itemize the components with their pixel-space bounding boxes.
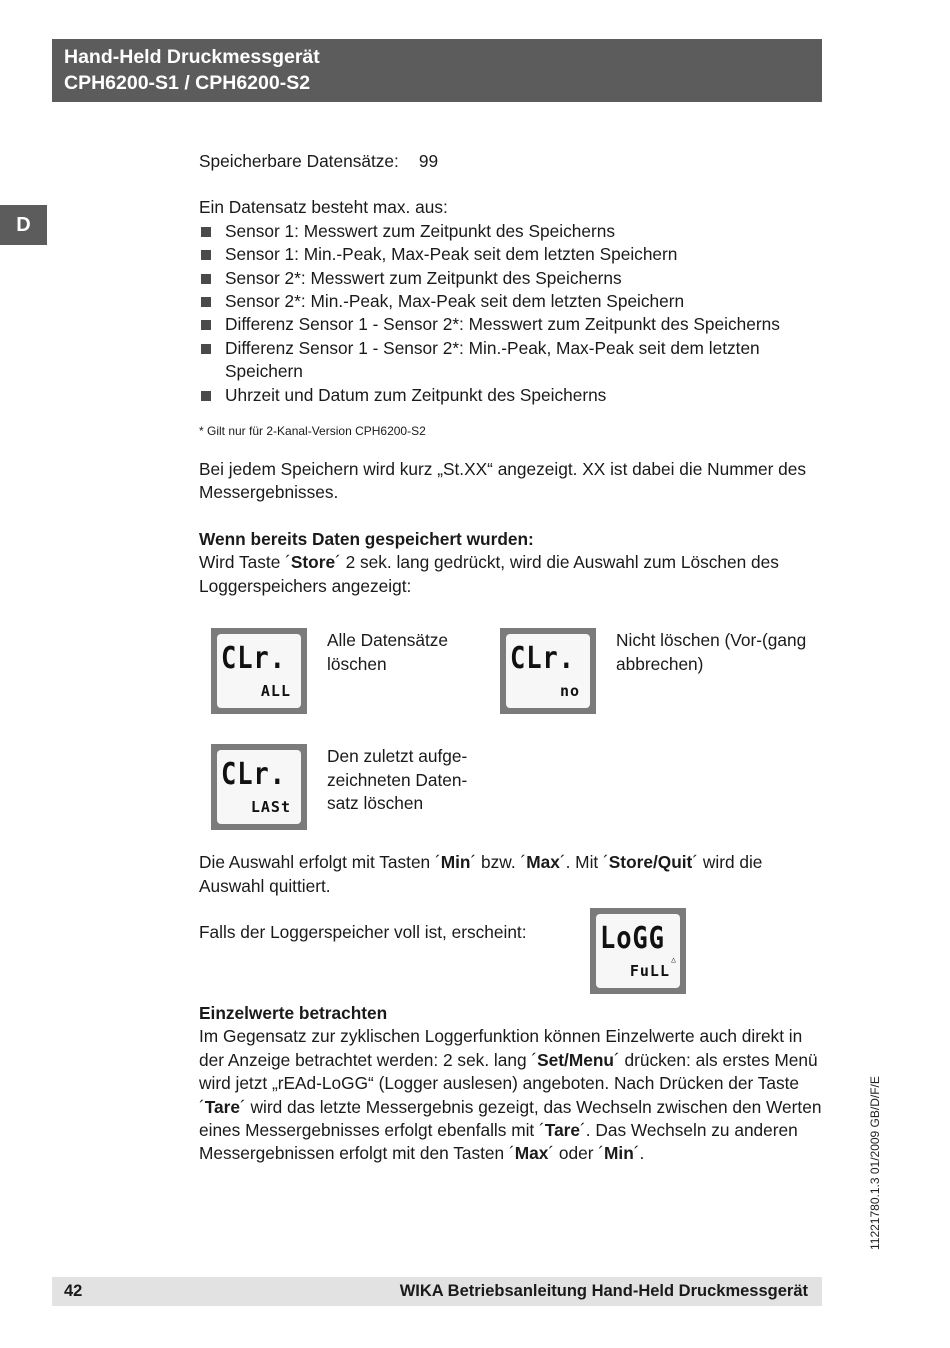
min-key: Min xyxy=(440,852,471,873)
logger-full-text: Falls der Loggerspeicher voll ist, erscheint: xyxy=(199,921,527,942)
page-header xyxy=(52,39,822,102)
storage-value: 99 xyxy=(418,151,439,171)
main-content xyxy=(199,150,829,1166)
header-model: CPH6200-S1 / CPH6200-S2 xyxy=(64,72,311,94)
tare-key: Tare xyxy=(204,1096,240,1117)
page-number: 42 xyxy=(64,1282,83,1300)
warning-icon: △ xyxy=(671,954,676,964)
list-item: Sensor 2*: Min.-Peak, Max-Peak seit dem letzten Speichern xyxy=(199,290,829,313)
lcd-display-clr-no xyxy=(500,628,596,714)
store-quit-key: Store/Quit xyxy=(608,852,693,873)
lcd-display-logg-full xyxy=(590,908,686,994)
min-key: Min xyxy=(604,1143,634,1164)
already-saved-text: Wird Taste ´Store´ 2 sek. lang gedrückt, wird die Auswahl zum Löschen des Loggerspeichers angezeigt: xyxy=(199,552,779,596)
page-footer xyxy=(52,1277,822,1306)
selection-paragraph: Die Auswahl erfolgt mit Tasten ´Min´ bzw. ´Max´. Mit ´Store/Quit´ wird die Auswahl quittiert. xyxy=(199,852,763,896)
header-title: Hand-Held Druckmessgerät xyxy=(64,46,320,68)
saving-paragraph: Bei jedem Speichern wird kurz „St.XX“ angezeigt. XX ist dabei die Nummer des Messergebnisses. xyxy=(199,459,807,503)
max-key: Max xyxy=(514,1143,549,1164)
lcd-row-2 xyxy=(199,735,829,851)
list-item: Sensor 1: Min.-Peak, Max-Peak seit dem letzten Speichern xyxy=(199,243,829,266)
tare-key: Tare xyxy=(544,1119,581,1140)
lcd-bottom-text: no xyxy=(559,682,580,701)
lcd-top-text: LoGG xyxy=(600,920,665,956)
storage-capacity xyxy=(199,150,829,173)
single-values-paragraph: Im Gegensatz zur zyklischen Loggerfunktion können Einzelwerte auch direkt in der Anzeige betrachtet werden: 2 sek. lang ´Set/Menu´ drücken: als erstes Menü wird jetzt „rEAd-LoGG“ (Logger auslesen) angeboten. Nach Drücken der Taste ´Tare´ wird das letzte Messergebnis gezeigt, das Wechseln zwischen den Werten eines Messergebnisses erfolgt ebenfalls mit ´Tare´. Das Wechseln zu anderen Messergebnissen erfolgt mit den Tasten ´Max´ oder ´Min´. xyxy=(199,1026,822,1164)
single-values-heading: Einzelwerte betrachten xyxy=(199,1002,388,1023)
lcd-top-text: CLr. xyxy=(510,641,575,677)
max-key: Max xyxy=(526,852,560,873)
set-menu-key: Set/Menu xyxy=(537,1049,614,1070)
lcd-row-1 xyxy=(199,619,829,735)
list-item: Differenz Sensor 1 - Sensor 2*: Messwert zum Zeitpunkt des Speicherns xyxy=(199,313,829,336)
lcd-top-text: CLr. xyxy=(221,757,286,793)
storage-label: Speicherbare Datensätze: xyxy=(199,151,399,171)
lcd-caption: Alle Datensätze löschen xyxy=(327,630,449,674)
footer-title: WIKA Betriebsanleitung Hand-Held Druckmessgerät xyxy=(399,1282,808,1300)
language-tab: D xyxy=(0,205,47,245)
lcd-bottom-text: LASt xyxy=(250,798,291,817)
lcd-display-clr-all xyxy=(211,628,307,714)
already-saved-heading: Wenn bereits Daten gespeichert wurden: xyxy=(199,528,534,549)
dataset-bullet-list xyxy=(199,220,829,407)
lcd-caption: Nicht löschen (Vor-(gang abbrechen) xyxy=(616,630,807,674)
lcd-caption: Den zuletzt aufge-zeichneten Daten-satz löschen xyxy=(327,746,468,813)
document-code: 11221780.1.3 01/2009 GB/D/F/E xyxy=(868,1076,882,1250)
list-item: Sensor 1: Messwert zum Zeitpunkt des Speicherns xyxy=(199,220,829,243)
footnote: * Gilt nur für 2-Kanal-Version CPH6200-S2 xyxy=(199,424,426,439)
list-item: Differenz Sensor 1 - Sensor 2*: Min.-Peak, Max-Peak seit dem letzten Speichern xyxy=(199,337,829,384)
lcd-bottom-text: ALL xyxy=(260,682,291,701)
store-key: Store xyxy=(290,552,336,573)
list-item: Uhrzeit und Datum zum Zeitpunkt des Speicherns xyxy=(199,384,829,407)
lcd-bottom-text: FuLL xyxy=(629,961,670,980)
lcd-top-text: CLr. xyxy=(221,641,286,677)
logger-full-block xyxy=(199,921,829,1031)
list-item: Sensor 2*: Messwert zum Zeitpunkt des Speicherns xyxy=(199,267,829,290)
dataset-intro: Ein Datensatz besteht max. aus: xyxy=(199,197,448,218)
lcd-display-clr-last xyxy=(211,744,307,830)
